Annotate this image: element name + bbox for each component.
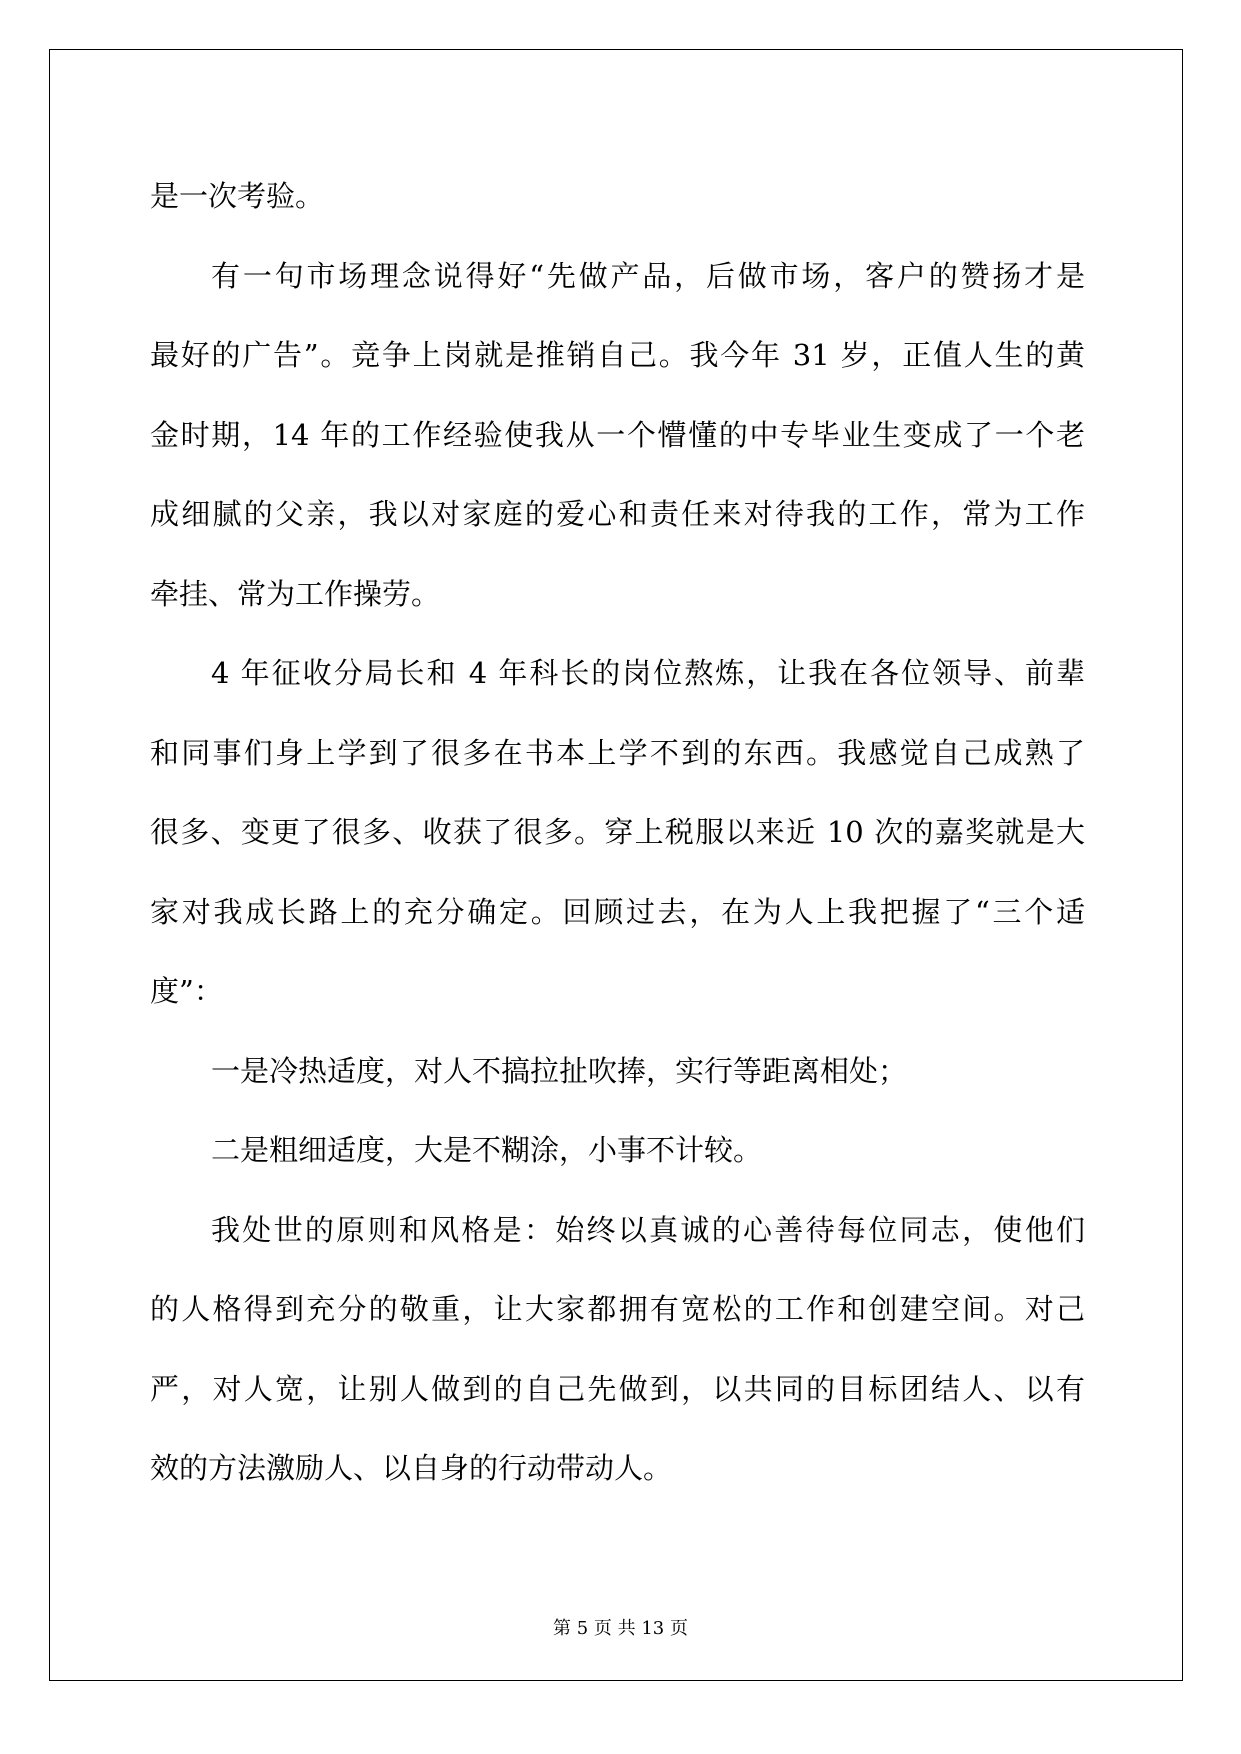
text-line: 的人格得到充分的敬重，让大家都拥有宽松的工作和创建空间。对己 [150, 1292, 1085, 1326]
text-line: 一是冷热适度，对人不搞拉扯吹捧，实行等距离相处； [211, 1053, 908, 1088]
text-line: 金时期，14 年的工作经验使我从一个懵懂的中专毕业生变成了一个老 [150, 417, 1085, 452]
text-line: 我处世的原则和风格是：始终以真诚的心善待每位同志，使他们 [211, 1212, 1085, 1247]
text-line: 效的方法激励人、以自身的行动带动人。 [150, 1451, 673, 1485]
document-body [150, 157, 1085, 1509]
text-line: 很多、变更了很多、收获了很多。穿上税服以来近 10 次的嘉奖就是大 [150, 815, 1085, 849]
page-number: 第 5 页 共 13 页 [553, 1618, 688, 1639]
text-line: 度”： [150, 974, 223, 1008]
text-line: 二是粗细适度，大是不糊涂，小事不计较。 [211, 1133, 763, 1167]
text-line: 是一次考验。 [150, 179, 325, 213]
text-line: 和同事们身上学到了很多在书本上学不到的东西。我感觉自己成熟了 [150, 735, 1085, 770]
text-line: 家对我成长路上的充分确定。回顾过去，在为人上我把握了“三个适 [150, 894, 1085, 929]
text-line: 有一句市场理念说得好“先做产品，后做市场，客户的赞扬才是 [211, 258, 1085, 293]
text-line: 4 年征收分局长和 4 年科长的岗位熬炼，让我在各位领导、前辈 [211, 656, 1085, 690]
text-line: 最好的广告”。竞争上岗就是推销自己。我今年 31 岁，正值人生的黄 [150, 338, 1085, 372]
text-line: 严，对人宽，让别人做到的自己先做到，以共同的目标团结人、以有 [150, 1371, 1085, 1406]
text-line: 成细腻的父亲，我以对家庭的爱心和责任来对待我的工作，常为工作 [150, 497, 1085, 531]
text-line: 牵挂、常为工作操劳。 [150, 576, 441, 611]
